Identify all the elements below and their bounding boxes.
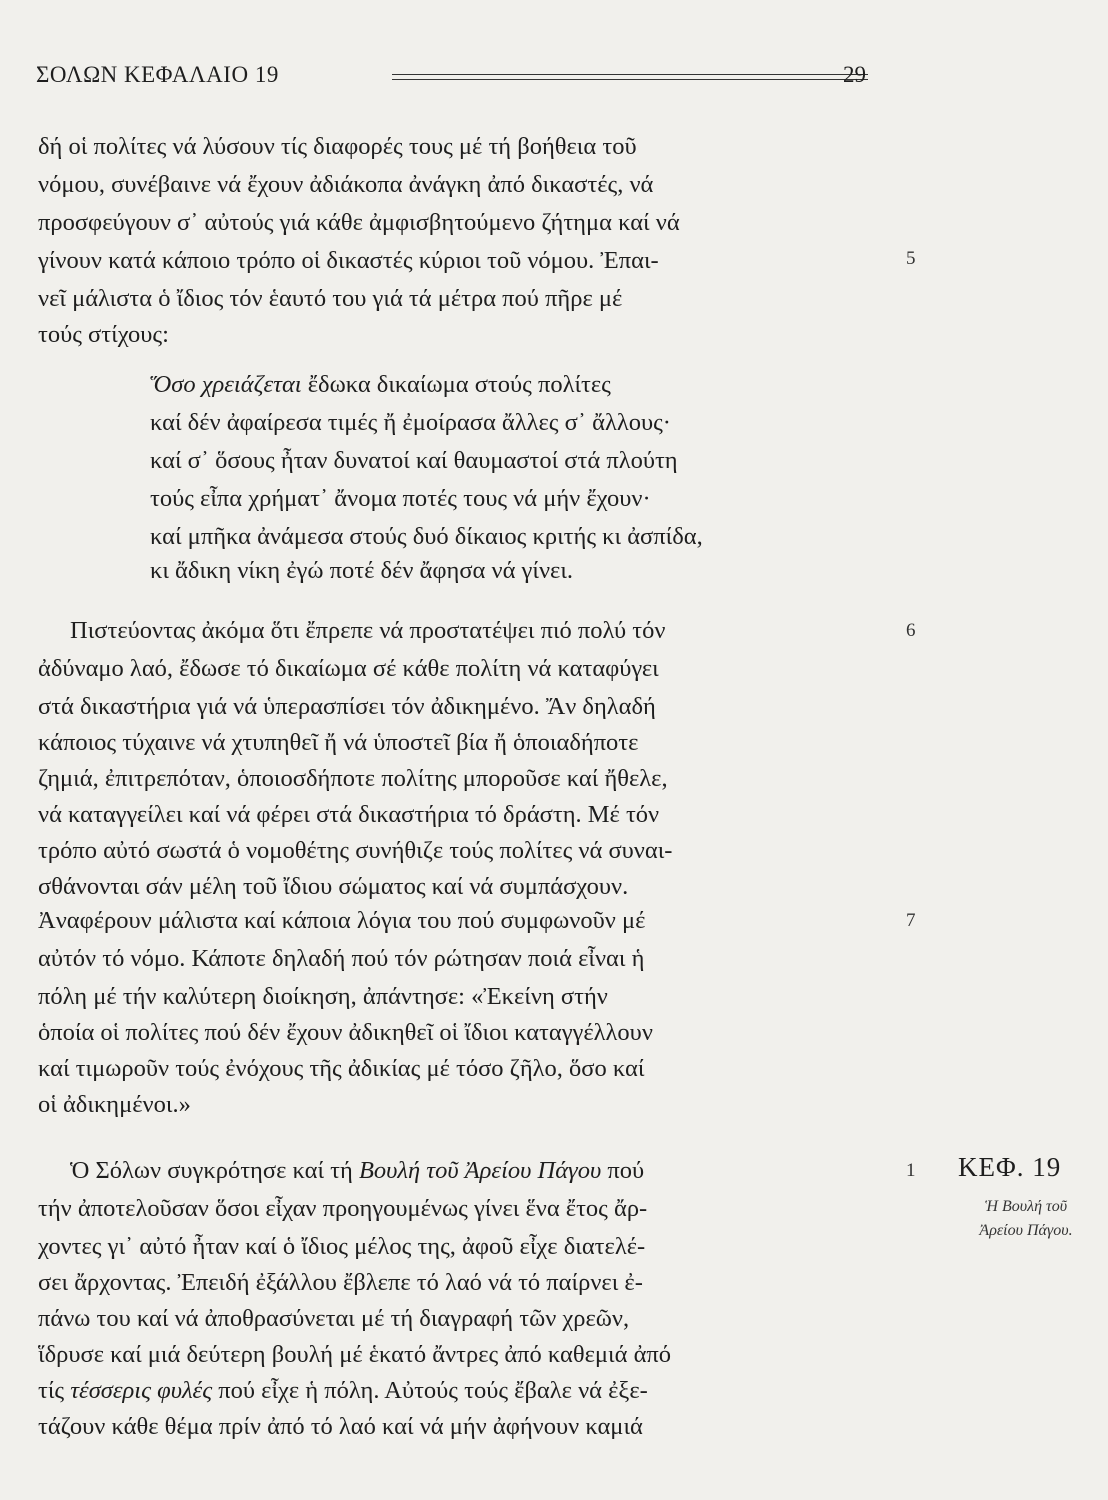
margin-section-number: 6 — [906, 620, 916, 641]
verse-line: κι ἄδικη νίκη ἐγώ ποτέ δέν ἄφησα νά γίνει. — [150, 557, 574, 584]
text-line: στά δικαστήρια γιά νά ὑπερασπίσει τόν ἀδικημένο. Ἄν δηλαδή — [38, 693, 656, 720]
verse-italic: Ὅσο χρειάζεται — [150, 371, 302, 398]
verse-line: καί μπῆκα ἀνάμεσα στούς δυό δίκαιος κριτής κι ἀσπίδα, — [150, 523, 703, 550]
text-line: ζημιά, ἐπιτρεπόταν, ὁποιοσδήποτε πολίτης μποροῦσε καί ἤθελε, — [38, 765, 668, 792]
text-span: τίς — [38, 1377, 71, 1404]
chapter-subtitle: Ἡ Βουλή τοῦ — [984, 1198, 1068, 1215]
text-span: πού — [601, 1157, 645, 1184]
text-line: τούς στίχους: — [38, 321, 169, 348]
verse-line: καί σ᾽ ὅσους ἦταν δυνατοί καί θαυμαστοί στά πλούτη — [150, 447, 678, 474]
margin-line-number: 5 — [906, 248, 916, 269]
text-line: γίνουν κατά κάποιο τρόπο οἱ δικαστές κύριοι τοῦ νόμου. Ἐπαι- — [38, 247, 659, 274]
text-line: πάνω του καί νά ἀποθρασύνεται μέ τή διαγραφή τῶν χρεῶν, — [38, 1305, 630, 1332]
margin-section-number: 7 — [906, 910, 916, 931]
chapter-subtitle: Ἀρείου Πάγου. — [979, 1222, 1073, 1239]
text-line: χοντες γι᾽ αὐτό ἦταν καί ὁ ἴδιος μέλος της, ἀφοῦ εἶχε διατελέ- — [38, 1233, 646, 1260]
text-line: νόμου, συνέβαινε νά ἔχουν ἀδιάκοπα ἀνάγκη ἀπό δικαστές, νά — [38, 171, 654, 198]
text-line: σει ἄρχοντας. Ἐπειδή ἐξάλλου ἔβλεπε τό λαό νά τό παίρνει ἐ- — [38, 1269, 643, 1296]
page-number: 29 — [843, 62, 866, 87]
text-line: πόλη μέ τήν καλύτερη διοίκηση, ἀπάντησε: «Ἐκείνη στήν — [38, 983, 608, 1010]
text-line: καί τιμωροῦν τούς ἐνόχους τῆς ἀδικίας μέ τόσο ζῆλο, ὅσο καί — [38, 1055, 645, 1082]
text-span: πού εἶχε ἡ πόλη. Αὐτούς τούς ἔβαλε νά ἐξε- — [212, 1377, 648, 1404]
header-title: ΣΟΛΩΝ ΚΕΦΑΛΑΙΟ 19 — [36, 62, 279, 87]
text-line: τήν ἀποτελοῦσαν ὅσοι εἶχαν προηγουμένως γίνει ἕνα ἔτος ἄρ- — [38, 1195, 648, 1222]
text-line: δή οἱ πολίτες νά λύσουν τίς διαφορές τους μέ τή βοήθεια τοῦ — [38, 133, 637, 160]
text-line: νεῖ μάλιστα ὁ ἴδιος τόν ἑαυτό του γιά τά μέτρα πού πῆρε μέ — [38, 285, 623, 312]
text-line: αὐτόν τό νόμο. Κάποτε δηλαδή πού τόν ρώτησαν ποιά εἶναι ἡ — [38, 945, 645, 972]
text-line: τάζουν κάθε θέμα πρίν ἀπό τό λαό καί νά μήν ἀφήνουν καμιά — [38, 1413, 643, 1440]
verse-line: τούς εἶπα χρήματ᾽ ἄνομα ποτές τους νά μήν ἔχουν· — [150, 485, 651, 512]
text-line: ἀδύναμο λαό, ἔδωσε τό δικαίωμα σέ κάθε πολίτη νά καταφύγει — [38, 655, 659, 682]
italic-span: τέσσερις φυλές — [70, 1377, 213, 1404]
text-line: σθάνονται σάν μέλη τοῦ ἴδιου σώματος καί νά συμπάσχουν. — [38, 873, 629, 900]
verse-line: καί δέν ἀφαίρεσα τιμές ἤ ἐμοίρασα ἄλλες σ᾽ ἄλλους· — [150, 409, 671, 436]
text-line — [38, 1376, 648, 1406]
text-line: Πιστεύοντας ἀκόμα ὅτι ἔπρεπε νά προστατέψει πιό πολύ τόν — [70, 617, 666, 644]
running-header — [36, 62, 866, 96]
italic-span: Βουλή τοῦ Ἀρείου Πάγου — [358, 1157, 602, 1184]
margin-section-number: 1 — [906, 1160, 916, 1181]
text-line: ἵδρυσε καί μιά δεύτερη βουλή μέ ἑκατό ἄντρες ἀπό καθεμιά ἀπό — [38, 1341, 672, 1368]
text-span: Ὁ Σόλων συγκρότησε καί τή — [70, 1157, 359, 1184]
text-line — [70, 1156, 644, 1186]
text-line: ὁποία οἱ πολίτες πού δέν ἔχουν ἀδικηθεῖ οἱ ἴδιοι καταγγέλλουν — [38, 1019, 653, 1046]
chapter-heading: ΚΕΦ. 19 — [958, 1152, 1062, 1182]
text-line: οἱ ἀδικημένοι.» — [38, 1091, 191, 1118]
verse-rest: ἔδωκα δικαίωμα στούς πολίτες — [301, 371, 611, 398]
header-rule — [392, 74, 868, 80]
text-line: προσφεύγουν σ᾽ αὐτούς γιά κάθε ἀμφισβητούμενο ζήτημα καί νά — [38, 209, 680, 236]
text-line: Ἀναφέρουν μάλιστα καί κάποια λόγια του πού συμφωνοῦν μέ — [38, 907, 646, 934]
text-line: νά καταγγείλει καί νά φέρει στά δικαστήρια τό δράστη. Μέ τόν — [38, 801, 660, 828]
text-line: κάποιος τύχαινε νά χτυπηθεῖ ἤ νά ὑποστεῖ βία ἤ ὁποιαδήποτε — [38, 729, 639, 756]
text-line: τρόπο αὐτό σωστά ὁ νομοθέτης συνήθιζε τούς πολίτες νά συναι- — [38, 837, 673, 864]
verse-line — [150, 370, 611, 400]
